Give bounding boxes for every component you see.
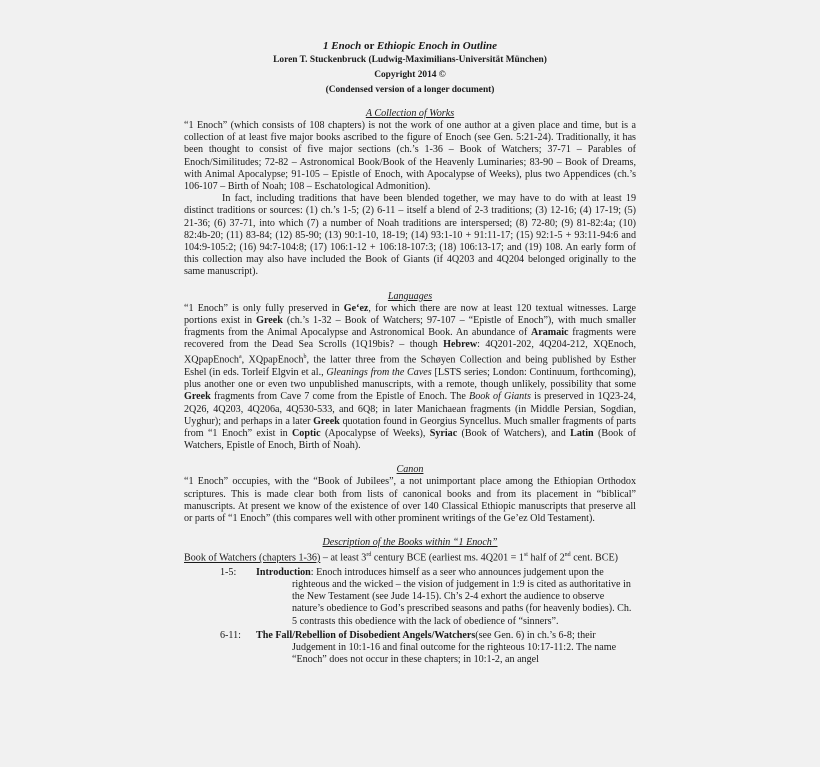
- outline-text: [184, 567, 636, 628]
- lang-text: fragments were recovered from the Dead Sea Scrolls (1Q19bis? – though: [184, 327, 636, 351]
- book-title-giants: Book of Giants: [469, 391, 531, 403]
- lang-text: , the latter three from the Schøyen Collection and being published by Esther Eshel (in eds. Torleif Elgvin et al.,: [184, 354, 636, 379]
- lang-coptic: Coptic: [292, 428, 321, 440]
- book-title-gleanings: Gleanings from the Caves: [326, 367, 432, 379]
- heading-description: Description of the Books within “1 Enoch”: [322, 537, 498, 549]
- lang-text: (ch.’s 1-32 – Book of Watchers; 97-107 – “Epistle of Enoch”), with much smaller fragments from the Animal Apocalypse and Astronomical Book. An abundance of: [184, 314, 636, 339]
- bw-text: – at least 3: [320, 552, 367, 564]
- outline-item: [184, 630, 636, 667]
- lang-latin: Latin: [570, 428, 594, 440]
- lang-text: (Book of Watchers), and: [457, 428, 571, 440]
- copyright-line: Copyright 2014 ©: [374, 70, 446, 80]
- outline-number: 1-5:: [220, 566, 237, 578]
- lang-text: “1 Enoch” is only fully preserved in: [184, 302, 344, 314]
- paragraph-collection-2: In fact, including traditions that have been blended together, we may have to do with at least 19 distinct traditions or sources: (1) ch.’s 1-5; (2) 6-11 – itself a blend of 2-3 traditions; (3) 12-16; (4) 17-19; (5) 21-36; (6) 37-71, into which (7) a number of Noah traditions are interspersed; (8) 72-80; (9) 81-82:4a; (10) 82:4b-20; (11) 83-84; (12) 85-90; (13) 90:1-10, 18-19; (14) 93:1-10 + 91:11-17; (15) 92:1-5 + 93:11-94:6 and 104:9-105:2; (16) 94:7-104:8; (17) 106:1-12 + 106:18-107:3; (18) 106:13-17; and (19) 108. An early form of this collection may also have included the Book of Giants (if 4Q203 and 4Q204 belonged originally to the same manuscript).: [184, 193, 636, 278]
- lang-hebrew: Hebrew: [443, 339, 478, 351]
- lang-greek: Greek: [256, 314, 283, 326]
- superscript: a: [238, 354, 242, 361]
- lang-text: , for which there are now at least 120 textual witnesses. Large portions exist in: [184, 302, 636, 326]
- author-line: Loren T. Stuckenbruck (Ludwig-Maximilians-Universität München): [273, 55, 547, 65]
- lang-text: [LSTS series; London: Continuum, forthcoming), plus another one or even two unpublished manuscripts, with a remote, though unlikely, possibility that some: [184, 367, 636, 391]
- lang-greek: Greek: [313, 415, 340, 427]
- book-of-watchers-line: [184, 549, 636, 565]
- title-or: or: [361, 40, 377, 52]
- bw-text: cent. BCE): [570, 552, 619, 564]
- superscript: nd: [564, 552, 571, 559]
- superscript: b: [303, 354, 307, 361]
- outline-label: The Fall/Rebellion of Disobedient Angels/Watchers: [256, 629, 476, 641]
- bw-text: century BCE (earliest ms. 4Q201 = 1: [371, 552, 524, 564]
- heading-languages: Languages: [387, 290, 433, 302]
- book-of-watchers-label: Book of Watchers (chapters 1-36): [184, 552, 321, 564]
- title-part-2: Ethiopic Enoch in Outline: [376, 40, 498, 52]
- outline-body: (see Gen. 6) in ch.’s 6-8; their Judgement in 10:1-16 and final outcome for the righteous 10:17-11:2. The name “Enoch” does not occur in these chapters; in 10:1-2, an angel: [292, 629, 617, 666]
- outline-body: : Enoch introduces himself as a seer who announces judgement upon the righteous and the wicked – the vision of judgement in 1:9 is cited as authoritative in the New Testament (see Jude 14-15). Ch’s 2-4 exhort the audience to observe nature’s obedience to God’s prescribed seasons and paths (for heavenly bodies). Ch. 5 contrasts this obedience with the lack of obedience of “sinners”.: [292, 566, 632, 627]
- lang-text: (Book of Watchers, Epistle of Enoch, Birth of Noah).: [184, 428, 636, 452]
- outline-number: 6-11:: [220, 629, 241, 641]
- heading-canon: Canon: [396, 464, 424, 476]
- lang-geez: Ge‘ez: [343, 302, 369, 314]
- lang-text: (Apocalypse of Weeks),: [320, 428, 430, 440]
- lang-text: : 4Q201-202, 4Q204-212, XQEnoch, XQpapEnoch: [184, 339, 636, 366]
- title-part-1: 1 Enoch: [322, 40, 362, 52]
- lang-text: , XQpapEnoch: [241, 354, 304, 366]
- outline-label: Introduction: [256, 566, 311, 578]
- paragraph-canon: “1 Enoch” occupies, with the “Book of Jubilees”, a not unimportant place among the Ethiopian Orthodox scriptures. This is made clear both from lists of canonical books and from its placement in “biblical” manuscripts. At present we know of the existence of over 140 Classical Ethiopic manuscripts that preserve all or parts of “1 Enoch” (this compares well with other prominent writings of the Ge’ez Old Testament).: [184, 476, 636, 525]
- bw-text: half of 2: [527, 552, 565, 564]
- paragraph-collection-1: “1 Enoch” (which consists of 108 chapters) is not the work of one author at a given place and time, but is a collection of at least five major books ascribed to the figure of Enoch (see Gen. 5:21-24). Traditionally, it has been thought to consist of five major sections (ch.’s 1-36 – Book of Watchers; 37-71 – Parables of Enoch/Similitudes; 72-82 – Astronomical Book/Book of the Heavenly Luminaries; 83-90 – Book of Dreams, with Animal Apocalypse; 91-105 – Epistle of Enoch, with Apocalypse of Weeks), plus two Appendices (ch.’s 106-107 – Birth of Noah; 108 – Eschatological Admonition).: [184, 120, 636, 193]
- lang-syriac: Syriac: [429, 428, 458, 440]
- superscript: rd: [366, 552, 372, 559]
- superscript: st: [523, 552, 528, 559]
- lang-aramaic: Aramaic: [530, 327, 569, 339]
- lang-greek: Greek: [184, 391, 211, 403]
- version-note: (Condensed version of a longer document): [325, 85, 495, 95]
- lang-text: quotation found in Georgius Syncellus. Much smaller fragments of parts from “1 Enoch” exist in: [184, 415, 636, 440]
- document-title: [184, 40, 636, 53]
- lang-text: fragments from Cave 7 come from the Epistle of Enoch. The: [210, 391, 470, 403]
- document-body: [184, 40, 636, 666]
- paragraph-languages: [184, 303, 636, 453]
- heading-collection: A Collection of Works: [365, 108, 455, 119]
- outline-item: [184, 567, 636, 628]
- lang-text: is preserved in 1Q23-24, 2Q26, 4Q203, 4Q206a, 4Q530-533, and 6Q8; in later Manichaean fragments (in Middle Persian, Sogdian, Uyghur); and perhaps in a later: [184, 391, 636, 427]
